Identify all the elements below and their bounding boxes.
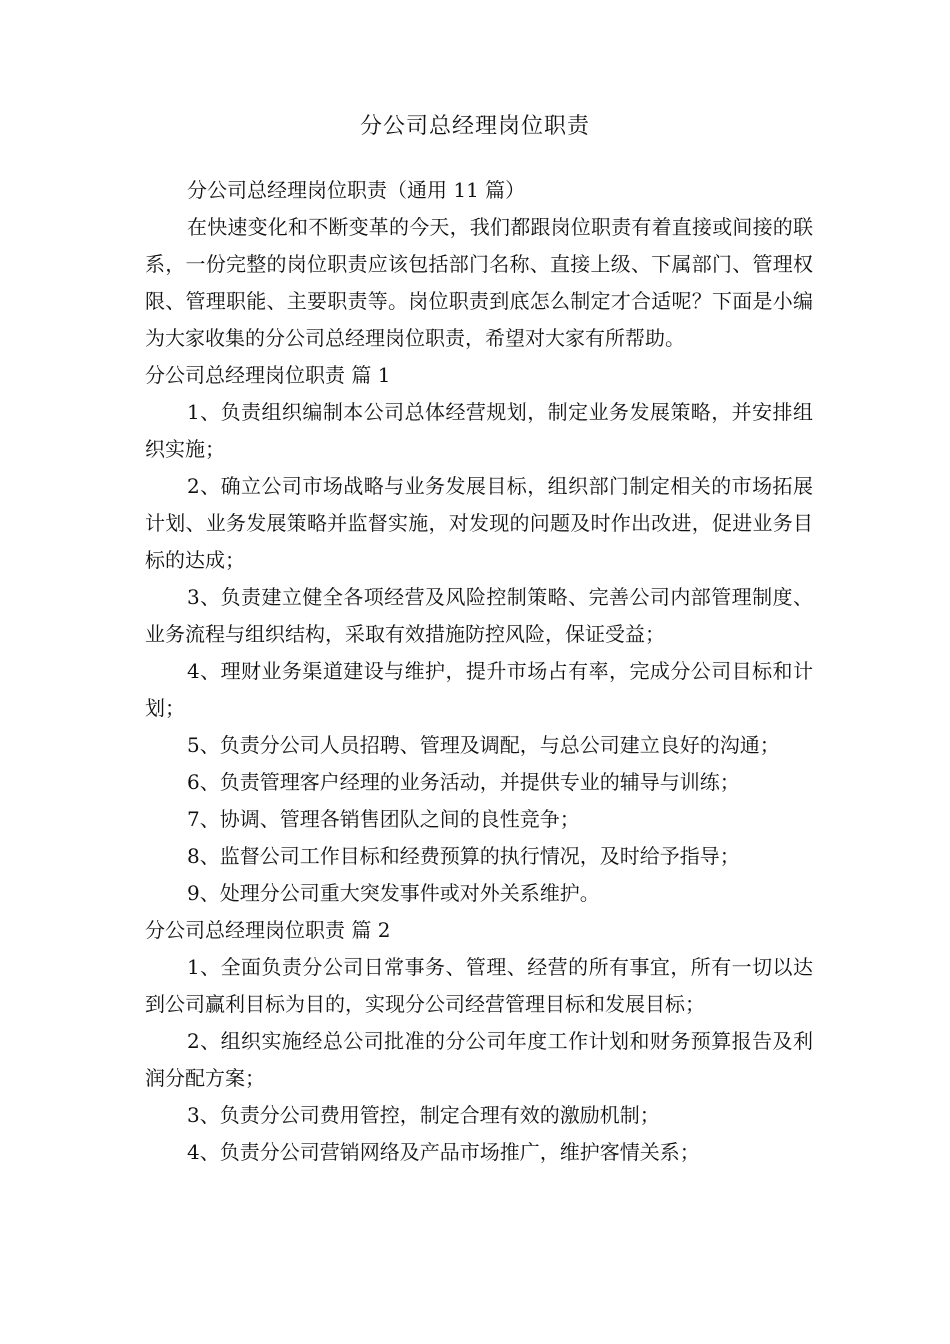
- section-heading-2: 分公司总经理岗位职责 篇 2: [145, 918, 391, 942]
- document-body: [145, 172, 813, 1171]
- section-2-item: 1、全面负责分公司日常事务、管理、经营的所有事宜，所有一切以达到公司赢利目标为目的，实现分公司经营管理目标和发展目标；: [145, 955, 813, 1016]
- section-1-item: 3、负责建立健全各项经营及风险控制策略、完善公司内部管理制度、业务流程与组织结构，采取有效措施防控风险，保证受益；: [145, 585, 813, 646]
- document-title: 分公司总经理岗位职责: [359, 114, 590, 139]
- section-1-item: 4、理财业务渠道建设与维护，提升市场占有率，完成分公司目标和计划；: [145, 659, 813, 720]
- document-subtitle: 分公司总经理岗位职责（通用 11 篇）: [187, 178, 526, 202]
- section-2-item: 2、组织实施经总公司批准的分公司年度工作计划和财务预算报告及利润分配方案；: [145, 1029, 813, 1090]
- intro-paragraph: 在快速变化和不断变革的今天，我们都跟岗位职责有着直接或间接的联系，一份完整的岗位职责应该包括部门名称、直接上级、下属部门、管理权限、管理职能、主要职责等。岗位职责到底怎么制定才合适呢？下面是小编为大家收集的分公司总经理岗位职责，希望对大家有所帮助。: [145, 215, 813, 350]
- section-1-item: 9、处理分公司重大突发事件或对外关系维护。: [187, 881, 600, 905]
- section-2-item: 3、负责分公司费用管控，制定合理有效的激励机制；: [187, 1103, 660, 1127]
- section-1-item: 2、确立公司市场战略与业务发展目标，组织部门制定相关的市场拓展计划、业务发展策略并监督实施，对发现的问题及时作出改进，促进业务目标的达成；: [145, 474, 813, 572]
- section-1-item: 6、负责管理客户经理的业务活动，并提供专业的辅导与训练；: [187, 770, 740, 794]
- section-1-item: 7、协调、管理各销售团队之间的良性竞争；: [187, 807, 580, 831]
- section-1-item: 8、监督公司工作目标和经费预算的执行情况，及时给予指导；: [187, 844, 740, 868]
- section-2-item: 4、负责分公司营销网络及产品市场推广，维护客情关系；: [187, 1140, 700, 1164]
- section-heading-1: 分公司总经理岗位职责 篇 1: [145, 363, 391, 387]
- section-1-item: 5、负责分公司人员招聘、管理及调配，与总公司建立良好的沟通；: [187, 733, 780, 757]
- section-1-item: 1、负责组织编制本公司总体经营规划，制定业务发展策略，并安排组织实施；: [145, 400, 813, 461]
